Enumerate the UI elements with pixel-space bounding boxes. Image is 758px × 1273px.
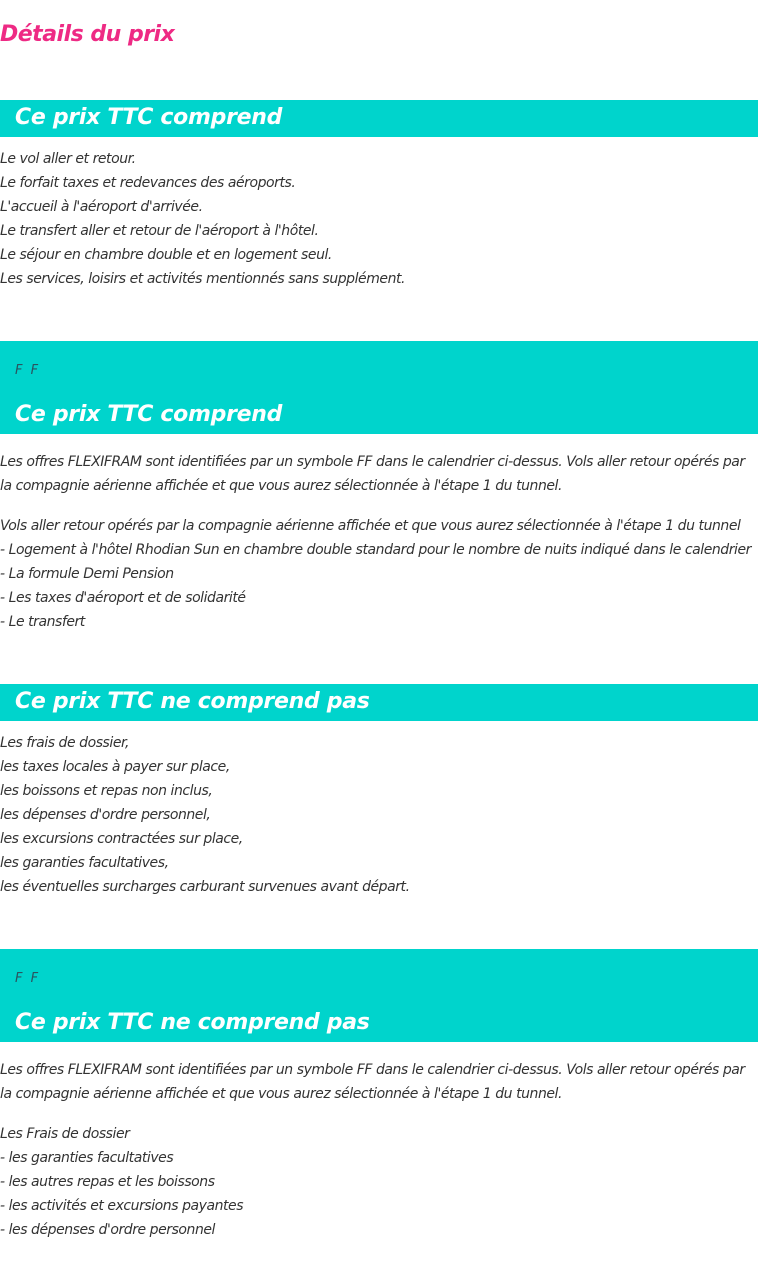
list-item: - La formule Demi Pension xyxy=(0,566,174,582)
excludes-list xyxy=(0,731,745,899)
list-item: - Le transfert xyxy=(0,614,85,630)
section-title: Ce prix TTC ne comprend pas xyxy=(15,1010,370,1035)
list-item: Les Frais de dossier xyxy=(0,1126,130,1142)
list-item: les éventuelles surcharges carburant survenues avant départ. xyxy=(0,879,410,895)
section-header-includes xyxy=(0,100,758,137)
includes-list xyxy=(0,147,745,291)
ff-includes-list xyxy=(0,514,751,634)
ff-excludes-list xyxy=(0,1122,745,1242)
list-item: les boissons et repas non inclus, xyxy=(0,783,213,799)
page-title: Détails du prix xyxy=(0,22,175,47)
list-item: Les frais de dossier, xyxy=(0,735,130,751)
list-item: Le séjour en chambre double et en logement seul. xyxy=(0,247,332,263)
list-item: - Les taxes d'aéroport et de solidarité xyxy=(0,590,246,606)
list-item: Le forfait taxes et redevances des aéroports. xyxy=(0,175,296,191)
section-header-excludes xyxy=(0,684,758,721)
list-item: les excursions contractées sur place, xyxy=(0,831,243,847)
list-item: - les autres repas et les boissons xyxy=(0,1174,215,1190)
list-item: les dépenses d'ordre personnel, xyxy=(0,807,211,823)
section-title: Ce prix TTC comprend xyxy=(15,402,283,427)
section-title: Ce prix TTC ne comprend pas xyxy=(15,689,370,714)
list-item: les garanties facultatives, xyxy=(0,855,169,871)
list-item: - les garanties facultatives xyxy=(0,1150,174,1166)
section-title: Ce prix TTC comprend xyxy=(15,105,283,130)
list-item: Les services, loisirs et activités mentionnés sans supplément. xyxy=(0,271,406,287)
ff-symbol: F F xyxy=(15,363,41,378)
ff-symbol: F F xyxy=(15,971,41,986)
section-header-ff-includes xyxy=(0,341,758,434)
ff-excludes-intro: Les offres FLEXIFRAM sont identifiées par un symbole FF dans le calendrier ci-dessus. Vols aller retour opérés par la compagnie aérienne affichée et que vous aurez sélectionnée à l'étape 1 du tunnel. xyxy=(0,1062,745,1102)
list-item: L'accueil à l'aéroport d'arrivée. xyxy=(0,199,203,215)
section-header-ff-excludes xyxy=(0,949,758,1042)
list-item: - les activités et excursions payantes xyxy=(0,1198,244,1214)
list-item: - Logement à l'hôtel Rhodian Sun en chambre double standard pour le nombre de nuits indiqué dans le calendrier xyxy=(0,542,751,558)
list-item: Le transfert aller et retour de l'aéroport à l'hôtel. xyxy=(0,223,319,239)
list-item: - les dépenses d'ordre personnel xyxy=(0,1222,216,1238)
list-item: Le vol aller et retour. xyxy=(0,151,136,167)
ff-includes-intro: Les offres FLEXIFRAM sont identifiées par un symbole FF dans le calendrier ci-dessus. Vols aller retour opérés par la compagnie aérienne affichée et que vous aurez sélectionnée à l'étape 1 du tunnel. xyxy=(0,454,745,494)
list-item: les taxes locales à payer sur place, xyxy=(0,759,230,775)
list-item: Vols aller retour opérés par la compagnie aérienne affichée et que vous aurez sélectionnée à l'étape 1 du tunnel xyxy=(0,518,741,534)
